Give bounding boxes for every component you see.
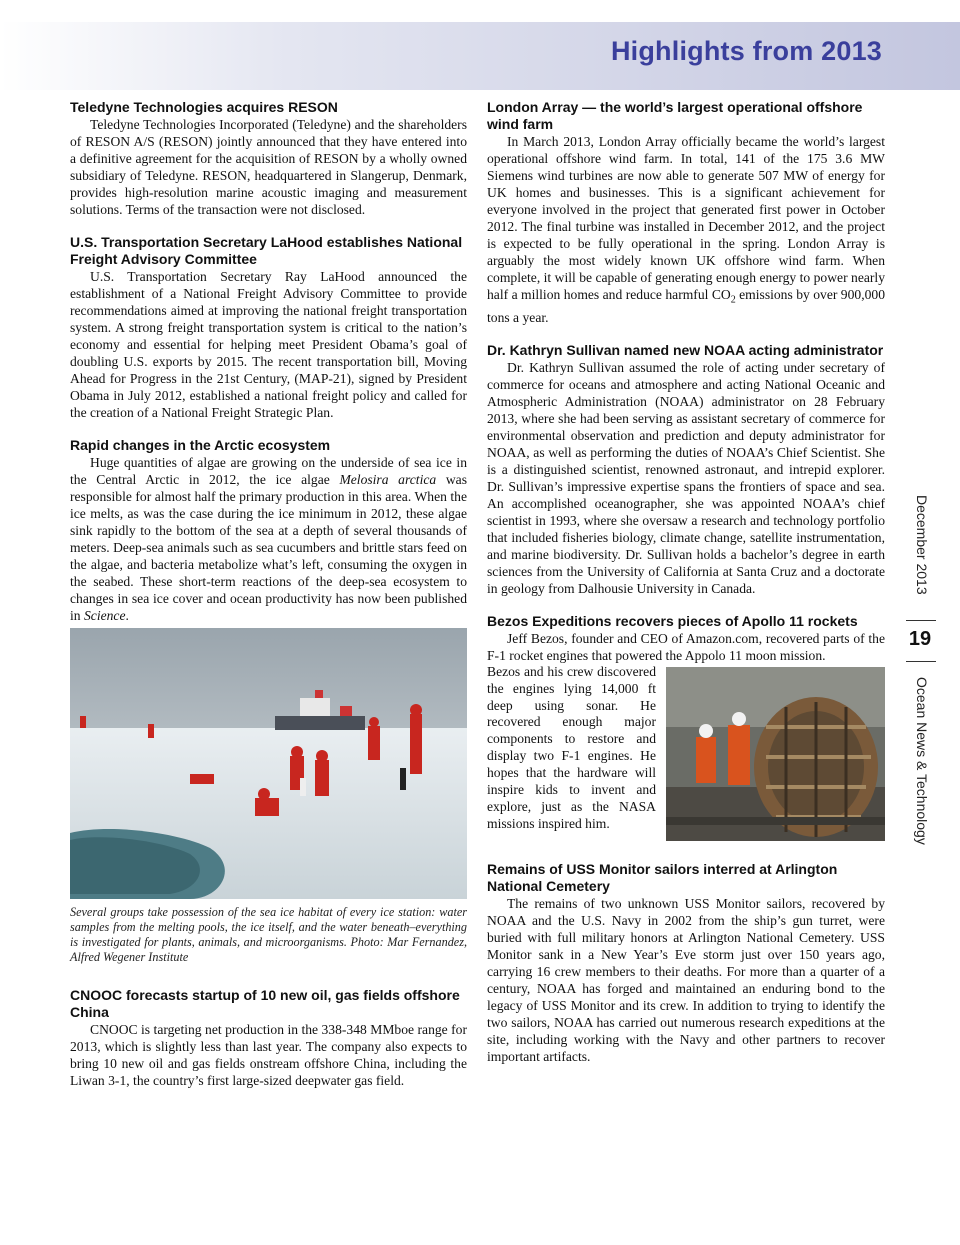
page-number: 19 <box>908 628 932 650</box>
body-arctic-part2: was responsible for almost half the primary production in this area. When the ice melts, as was the case during the ice minimum in 2012, these algae sink rapidly to the bottom of the sea at a depth of several thousands of meters. Deep-sea animals such as sea cucumbers and brittle stars feed on the algae, and bacteria metabolize what’s left, consuming the oxygen in the seabed. These short-term reactions of the deep-sea ecosystem to changes in sea ice cover and ocean productivity has now been published in <box>70 472 467 623</box>
body-bezos-intro: Jeff Bezos, founder and CEO of Amazon.com, recovered parts of the F-1 rocket engines that powered the Appolo 11 moon mission. <box>487 630 885 663</box>
journal-name: Science <box>83 608 126 623</box>
headline-teledyne: Teledyne Technologies acquires RESON <box>70 99 338 115</box>
co2-subscript: 2 <box>730 294 736 306</box>
photo-caption: Several groups take possession of the sea ice habitat of every ice station: water samples from the melting pools, the ice itself, and the water beneath–everything is investigated for plants, animals, and microorganisms. Photo: Mar Fernandez, Alfred Wegener Institute <box>70 905 467 964</box>
body-monitor: The remains of two unknown USS Monitor sailors, recovered by NOAA and the U.S. Navy in 2002 from the ship’s gun turret, were buried with full military honors at Arlington National Cemetery. USS Monitor sank in a New Year’s Eve storm just over 150 years ago, carrying 16 crew members to their deaths. For more than a quarter of a century, NOAA has forged and maintained an enduring bond to the legacy of USS Monitor and its crew. In addition to trying to identify the two sailors, NOAA has carried out numerous research expeditions at the site, including working with the Navy and other partners to recover important artifacts. <box>487 895 885 1064</box>
species-name: Melosira arctica <box>339 472 437 487</box>
headline-lahood: U.S. Transportation Secretary LaHood establishes National Freight Advisory Committee <box>70 234 463 267</box>
left-column <box>70 99 467 1105</box>
headline-sullivan: Dr. Kathryn Sullivan named new NOAA acting administrator <box>487 341 884 358</box>
body-bezos-detail: Bezos and his crew discovered the engines lying 14,000 ft deep using sonar. He recovered enough major components to restore and display two F-1 engines. He hopes that the hardware will inspire kids to invent and explore, just as the NASA missions inspired him. <box>487 663 656 831</box>
body-london-array-part2: emissions by over 900,000 tons a year. <box>487 287 885 325</box>
right-column <box>487 99 885 1081</box>
body-london-array-part1: In March 2013, London Array officially became the world’s largest operational offshore wind farm. In total, 141 of the 175 3.6 MW Siemens wind turbines are now able to generate 507 MW of energy for UK homes and businesses. This is a significant achievement for everyone involved in the project that generated first power in October 2012. The final turbine was installed in December 2012, and the project is expected to be fully operational in the spring. London Array is arguably the most widely known UK offshore wind farm. When complete, it will be capable of generating enough energy to power nearly half a million homes and reduce harmful CO <box>487 134 885 302</box>
issue-date: December 2013 <box>914 495 930 595</box>
page-sidebar <box>904 495 936 855</box>
body-arctic <box>70 454 467 624</box>
article-bezos <box>487 613 885 845</box>
headline-bezos: Bezos Expeditions recovers pieces of Apollo 11 rockets <box>487 612 858 629</box>
headline-london-array: London Array — the world’s largest operational offshore wind farm <box>487 99 863 132</box>
sidebar-divider <box>906 620 936 621</box>
article-cnooc <box>70 987 467 1089</box>
sidebar-divider <box>906 661 936 662</box>
article-sullivan <box>487 342 885 597</box>
body-sullivan: Dr. Kathryn Sullivan assumed the role of acting under secretary of commerce for oceans and atmosphere and acting National Oceanic and Atmospheric Administration (NOAA) administrator on 28 February 2013, where she had been serving as assistant secretary of commerce for environmental observation and prediction and deputy administrator for NOAA, as well as performing the duties of NOAA’s Chief Scientist. She is a distinguished scientist, renowned astronaut, and intrepid explorer. Dr. Sullivan’s impressive expertise spans the frontiers of space and sea. An accomplished oceanographer, she was appointed NOAA’s chief scientist in 1993, where she oversaw a research and technology portfolio that included fisheries biology, climate change, satellite instrumentation, and marine biodiversity. Dr. Sullivan holds a bachelor’s degree in earth sciences from the University of California at Santa Cruz and a doctorate in geology from Dalhousie University in Canada. <box>487 359 885 596</box>
body-london-array <box>487 133 885 326</box>
headline-cnooc: CNOOC forecasts startup of 10 new oil, gas fields offshore China <box>70 987 460 1020</box>
article-london-array <box>487 99 885 326</box>
body-lahood: U.S. Transportation Secretary Ray LaHood announced the establishment of a National Freight Advisory Committee to provide recommendations aimed at improving the national freight transportation system. A strong freight transportation system is critical to the nation’s economy and essential for helping meet President Obama’s goal of doubling U.S. exports by 2015. The recent transportation bill, Moving Ahead for Progress in the 21st Century, (MAP-21), signed by President Obama in July 2012, established a national freight policy and called for the creation of a National Freight Strategic Plan. <box>70 269 467 420</box>
page-title: Highlights from 2013 <box>610 36 882 66</box>
arctic-ice-photo <box>70 628 467 899</box>
article-arctic <box>70 437 467 965</box>
article-teledyne <box>70 99 467 218</box>
body-arctic-part3: . <box>125 608 129 623</box>
headline-arctic: Rapid changes in the Arctic ecosystem <box>70 437 331 453</box>
article-monitor <box>487 861 885 1065</box>
body-cnooc: CNOOC is targeting net production in the 338-348 MMboe range for 2013, which is slightly less than last year. The company also expects to bring 10 new oil and gas fields onstream offshore China, including the Liwan 3-1, the country’s first large-sized deepwater gas field. <box>70 1022 467 1088</box>
rocket-engine-photo <box>666 667 885 841</box>
article-lahood <box>70 234 467 421</box>
body-teledyne: Teledyne Technologies Incorporated (Teledyne) and the shareholders of RESON A/S (RESON) jointly announced that they have entered into a definitive agreement for the acquisition of RESON by a wholly owned subsidiary of Teledyne. RESON, headquartered in Slangerup, Denmark, provides high-resolution marine acoustic imaging and measurement solutions. Terms of the transaction were not disclosed. <box>70 117 467 217</box>
body-arctic-part1: Huge quantities of algae are growing on the underside of sea ice in the Central Arctic in 2012, the ice algae <box>70 455 467 487</box>
headline-monitor: Remains of USS Monitor sailors interred at Arlington National Cemetery <box>487 860 838 894</box>
publication-name: Ocean News & Technology <box>914 677 930 845</box>
